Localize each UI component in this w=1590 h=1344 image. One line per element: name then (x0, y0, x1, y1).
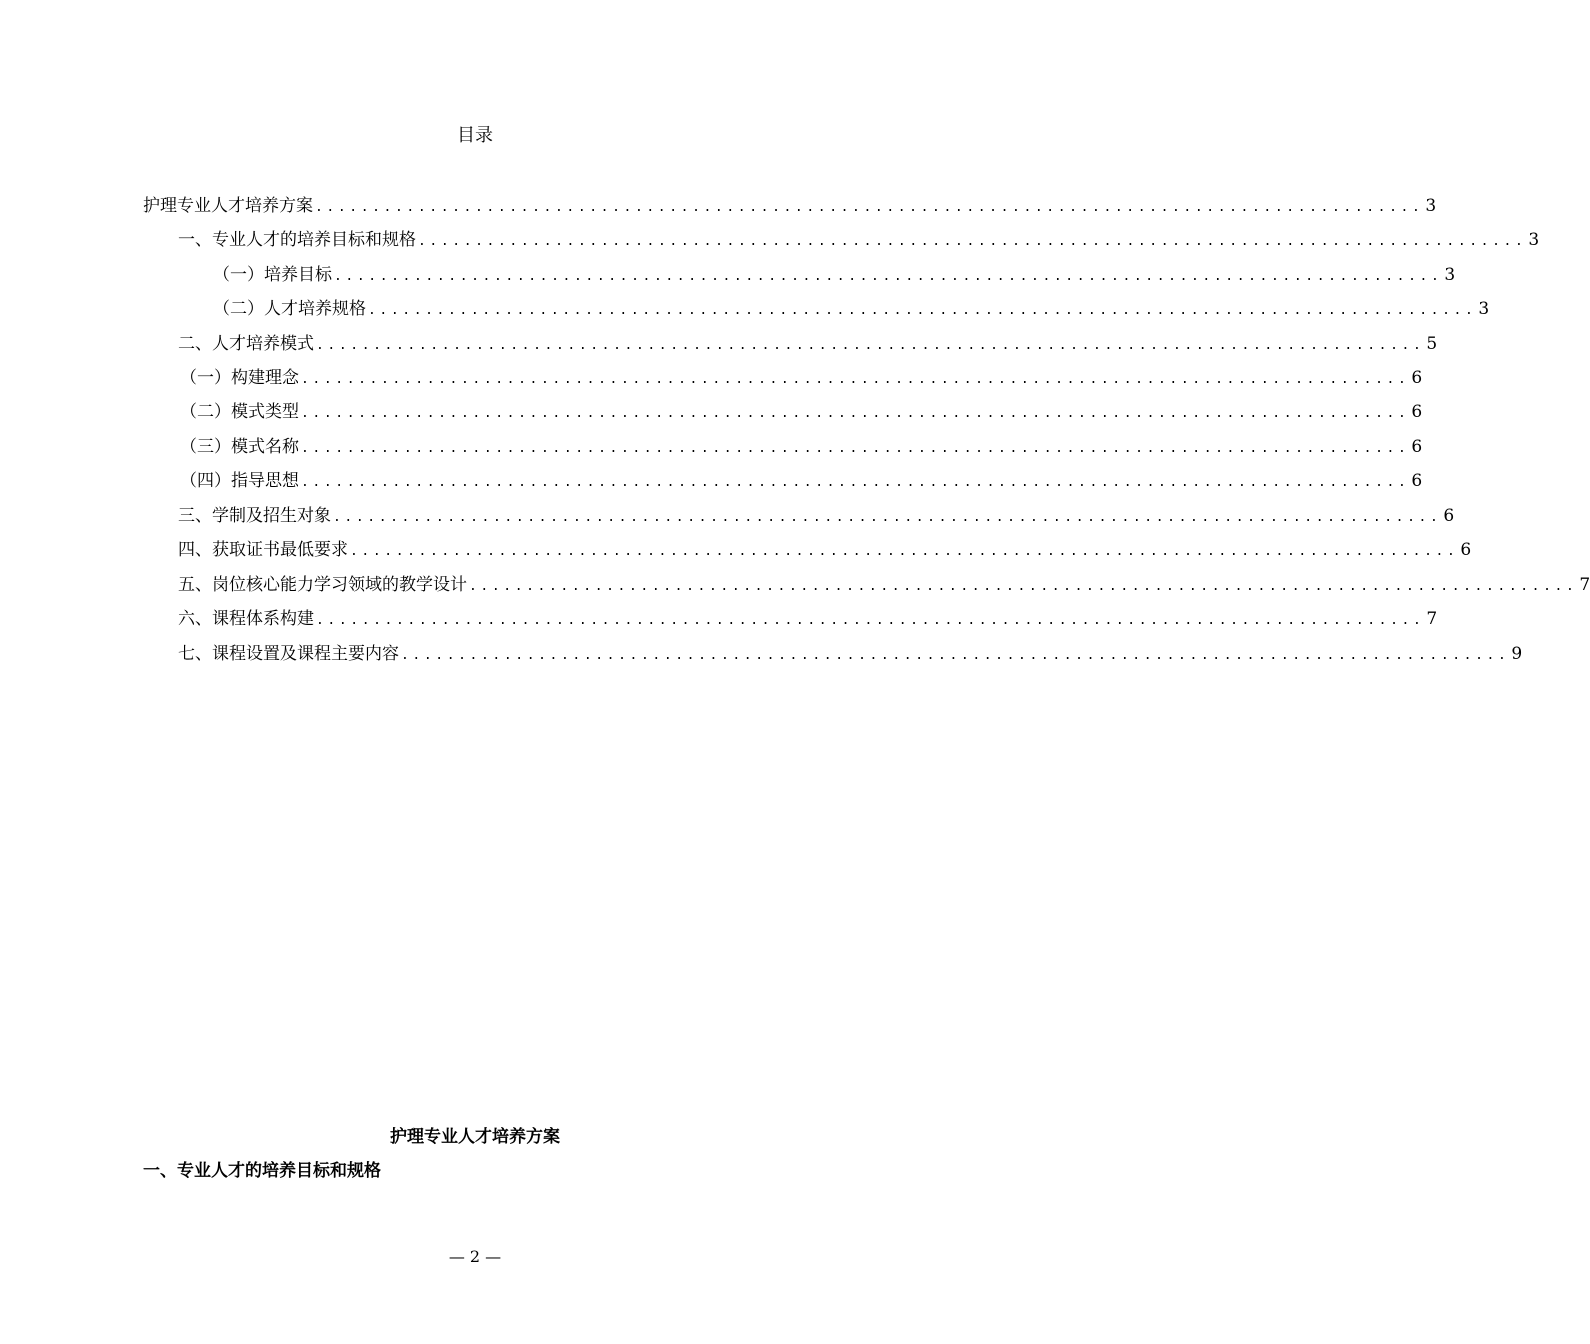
dot-leader: ................................................................................................. (316, 338, 1425, 353)
toc-entry-label: 二、人才培养模式 (178, 334, 314, 354)
toc-entry[interactable] (178, 333, 1438, 357)
toc-entry[interactable] (180, 401, 1423, 425)
toc-entry[interactable] (178, 643, 1523, 667)
toc-title: 目录 (457, 125, 493, 146)
dot-leader: ................................................................................................. (368, 303, 1477, 318)
toc-entry-page: 6 (1460, 540, 1472, 560)
section-heading: 一、专业人才的培养目标和规格 (143, 1161, 381, 1181)
toc-entry[interactable] (178, 608, 1438, 632)
toc-entry[interactable] (180, 367, 1423, 391)
toc-entry-label: 三、学制及招生对象 (178, 506, 331, 526)
dot-leader: ................................................................................................. (301, 406, 1410, 421)
toc-entry-page: 6 (1411, 437, 1423, 457)
toc-entry[interactable] (213, 298, 1490, 322)
document-title: 护理专业人才培养方案 (390, 1127, 560, 1147)
toc-entry-page: 6 (1443, 506, 1455, 526)
toc-entry-page: 3 (1478, 299, 1490, 319)
toc-entry[interactable] (143, 195, 1437, 219)
toc-entry-label: 四、获取证书最低要求 (178, 540, 348, 560)
dot-leader: ................................................................................................. (469, 579, 1578, 594)
toc-entry-label: （二）模式类型 (180, 402, 299, 422)
dot-leader: ................................................................................................. (401, 648, 1510, 663)
toc-entry-label: 一、专业人才的培养目标和规格 (178, 230, 416, 250)
dot-leader: ................................................................................................. (418, 234, 1527, 249)
toc-entry-label: （二）人才培养规格 (213, 299, 366, 319)
toc-entry-label: 护理专业人才培养方案 (143, 196, 313, 216)
dot-leader: ................................................................................................. (350, 544, 1459, 559)
page-number: — 2 — (448, 1247, 502, 1266)
toc-entry[interactable] (180, 470, 1423, 494)
toc-entry-page: 3 (1528, 230, 1540, 250)
toc-entry-label: （四）指导思想 (180, 471, 299, 491)
toc-entry-label: （三）模式名称 (180, 437, 299, 457)
toc-entry-page: 3 (1444, 265, 1456, 285)
toc-entry-page: 6 (1411, 368, 1423, 388)
toc-entry-page: 5 (1426, 334, 1438, 354)
toc-entry[interactable] (180, 436, 1423, 460)
toc-entry[interactable] (178, 229, 1540, 253)
toc-entry[interactable] (213, 264, 1456, 288)
toc-entry-page: 3 (1425, 196, 1437, 216)
dot-leader: ................................................................................................. (316, 613, 1425, 628)
toc-entry-label: 六、课程体系构建 (178, 609, 314, 629)
dot-leader: ................................................................................................. (301, 441, 1410, 456)
toc-entry-page: 6 (1411, 471, 1423, 491)
toc-entry-label: （一）构建理念 (180, 368, 299, 388)
dot-leader: ................................................................................................. (301, 372, 1410, 387)
toc-entry-page: 7 (1579, 575, 1590, 595)
toc-entry-label: 七、课程设置及课程主要内容 (178, 644, 399, 664)
toc-entry[interactable] (178, 539, 1472, 563)
toc-entry-page: 9 (1511, 644, 1523, 664)
dot-leader: ................................................................................................. (333, 510, 1442, 525)
dot-leader: ................................................................................................. (301, 475, 1410, 490)
toc-entry[interactable] (178, 574, 1590, 598)
toc-entry-label: （一）培养目标 (213, 265, 332, 285)
toc-entry[interactable] (178, 505, 1455, 529)
toc-entry-label: 五、岗位核心能力学习领域的教学设计 (178, 575, 467, 595)
toc-entry-page: 7 (1426, 609, 1438, 629)
dot-leader: ................................................................................................. (315, 200, 1424, 215)
toc-entry-page: 6 (1411, 402, 1423, 422)
dot-leader: ................................................................................................. (334, 269, 1443, 284)
